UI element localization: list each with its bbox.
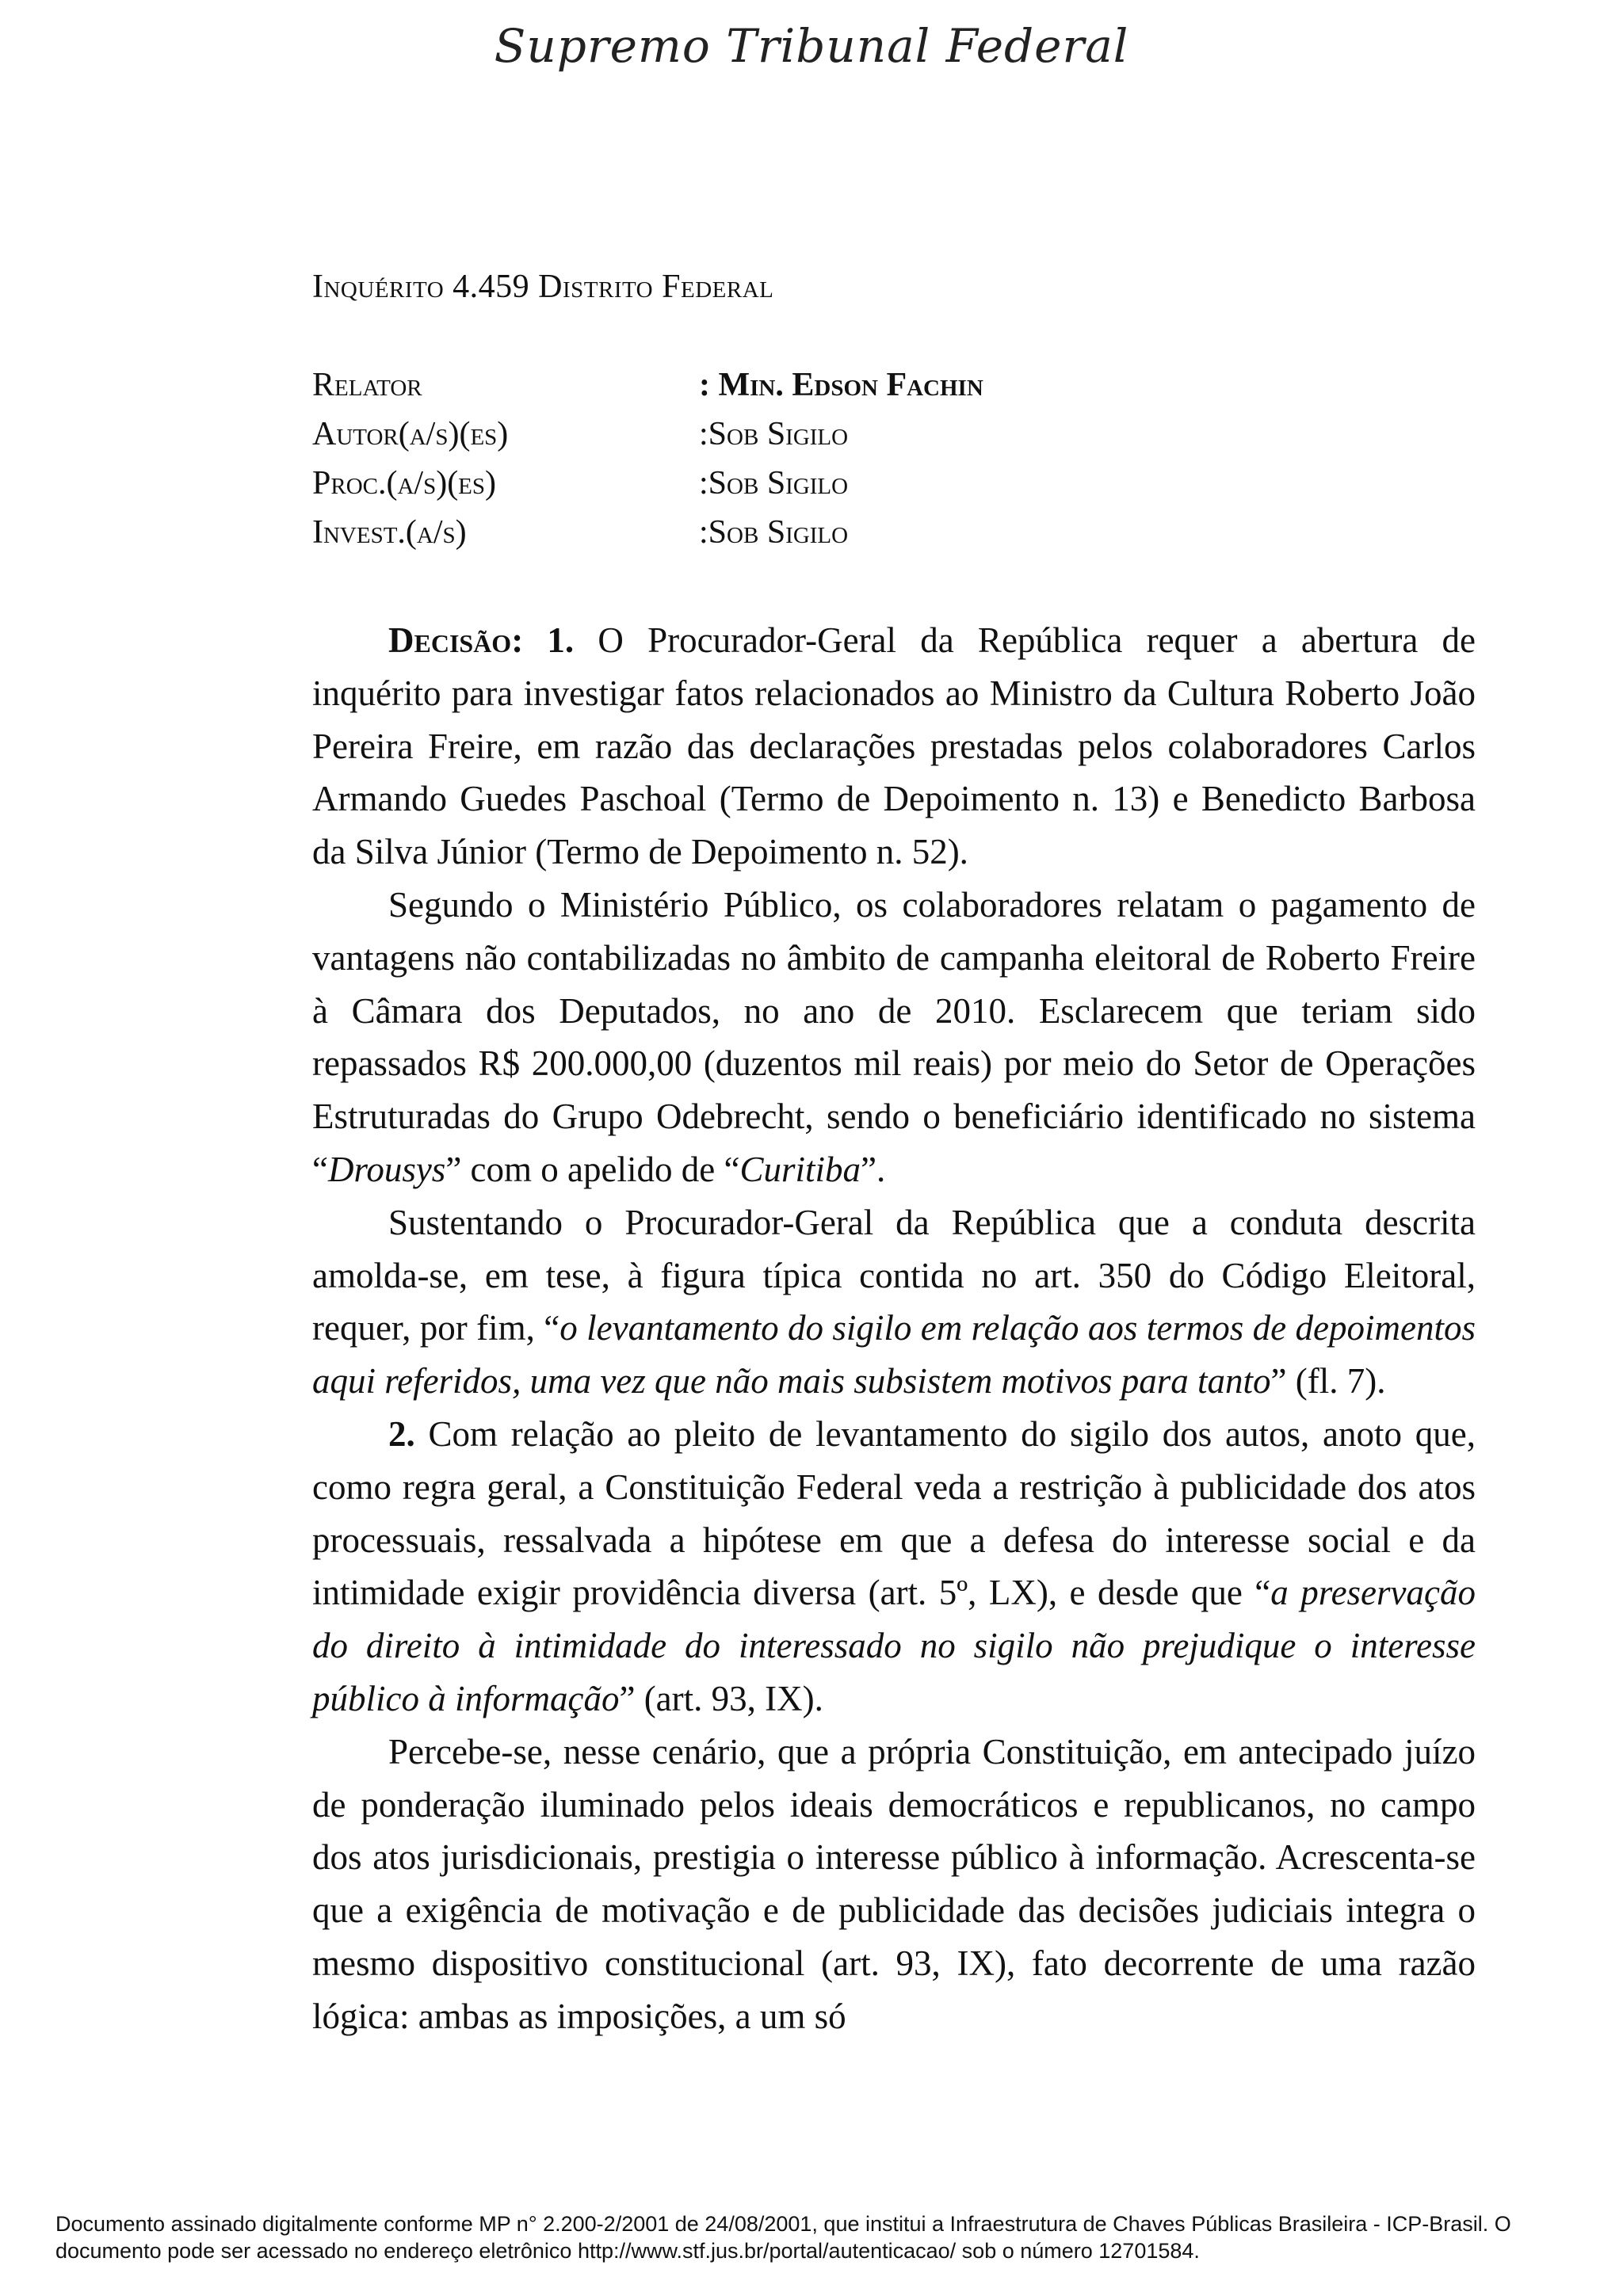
italic-quote: o levantamento do sigilo em relação aos termos de depoimentos aqui referidos, uma vez que não mais subsistem motivos para tanto [312, 1308, 1476, 1402]
paragraph-text: Sustentando o Procurador-Geral da República que a conduta descrita amolda-se, em tese, à figura típica contida no art. 350 do Código Eleitoral, requer, por fim, “ [312, 1202, 1476, 1348]
italic-term: Drousys [327, 1149, 446, 1189]
party-row-relator [312, 366, 1461, 415]
paragraph-2 [312, 879, 1476, 1196]
party-label: Invest.(a/s) [312, 514, 467, 551]
party-label: Relator [312, 367, 422, 403]
paragraph-text: ”. [860, 1149, 886, 1189]
paragraph-text: Percebe-se, nesse cenário, que a própria Constituição, em antecipado juízo de ponderação iluminado pelos ideais democráticos e republicanos, no campo dos atos jurisdicionais, prestigia o interesse público à informação. Acrescenta-se que a exigência de motivação e de publicidade das decisões judiciais integra o mesmo dispositivo constitucional (art. 93, IX), fato decorrente de uma razão lógica: ambas as imposições, a um só [312, 1731, 1476, 2036]
decision-body [312, 614, 1476, 2043]
party-row-autor [312, 415, 1461, 464]
paragraph-text: ” (art. 93, IX). [619, 1678, 823, 1718]
paragraph-text: ” (fl. 7). [1270, 1361, 1386, 1402]
party-value: :Sob Sigilo [699, 416, 849, 452]
paragraph-1 [312, 614, 1476, 879]
party-row-proc [312, 464, 1461, 513]
party-value: : Min. Edson Fachin [699, 367, 983, 403]
paragraph-text: Segundo o Ministério Público, os colaboradores relatam o pagamento de vantagens não contabilizadas no âmbito de campanha eleitoral de Roberto Freire à Câmara dos Deputados, no ano de 2010. Esclarecem que teriam sido repassados R$ 200.000,00 (duzentos mil reais) por meio do Setor de Operações Estruturadas do Grupo Odebrecht, sendo o beneficiário identificado no sistema “ [312, 884, 1476, 1189]
party-label: Proc.(a/s)(es) [312, 465, 497, 502]
digital-signature-footer: Documento assinado digitalmente conforme MP n° 2.200-2/2001 de 24/08/2001, que institui a Infraestrutura de Chaves Públicas Brasileira - ICP-Brasil. O documento pode ser acessado no endereço eletrônico http://www.stf.jus.br/portal/autenticacao/ sob o número 12701584. [55, 2212, 1511, 2263]
case-title: Inquérito 4.459 Distrito Federal [312, 269, 774, 305]
paragraph-3 [312, 1196, 1476, 1408]
section-number: 2. [388, 1413, 415, 1454]
paragraph-text: ” com o apelido de “ [445, 1149, 740, 1189]
paragraph-5 [312, 1726, 1476, 2043]
paragraph-text: O Procurador-Geral da República requer a abertura de inquérito para investigar fatos relacionados ao Ministro da Cultura Roberto João Pereira Freire, em razão das declarações prestadas pelos colaboradores Carlos Armando Guedes Paschoal (Termo de Depoimento n. 13) e Benedicto Barbosa da Silva Júnior (Termo de Depoimento n. 52). [312, 620, 1476, 872]
paragraph-4 [312, 1408, 1476, 1726]
party-value: :Sob Sigilo [699, 514, 849, 551]
paragraph-text: Com relação ao pleito de levantamento do sigilo dos autos, anoto que, como regra geral, a Constituição Federal veda a restrição à publicidade dos atos processuais, ressalvada a hipótese em que a defesa do interesse social e da intimidade exigir providência diversa (art. 5º, LX), e desde que “ [312, 1413, 1476, 1613]
party-label: Autor(a/s)(es) [312, 416, 509, 452]
italic-term: Curitiba [739, 1149, 861, 1189]
party-value: :Sob Sigilo [699, 465, 849, 502]
court-header: Supremo Tribunal Federal [494, 19, 1129, 73]
parties-block [312, 366, 1461, 563]
italic-quote: a preservação do direito à intimidade do interessado no sigilo não prejudique o interesse público à informação [312, 1573, 1476, 1718]
decision-label: Decisão: 1. [388, 620, 575, 660]
party-row-invest [312, 513, 1461, 563]
